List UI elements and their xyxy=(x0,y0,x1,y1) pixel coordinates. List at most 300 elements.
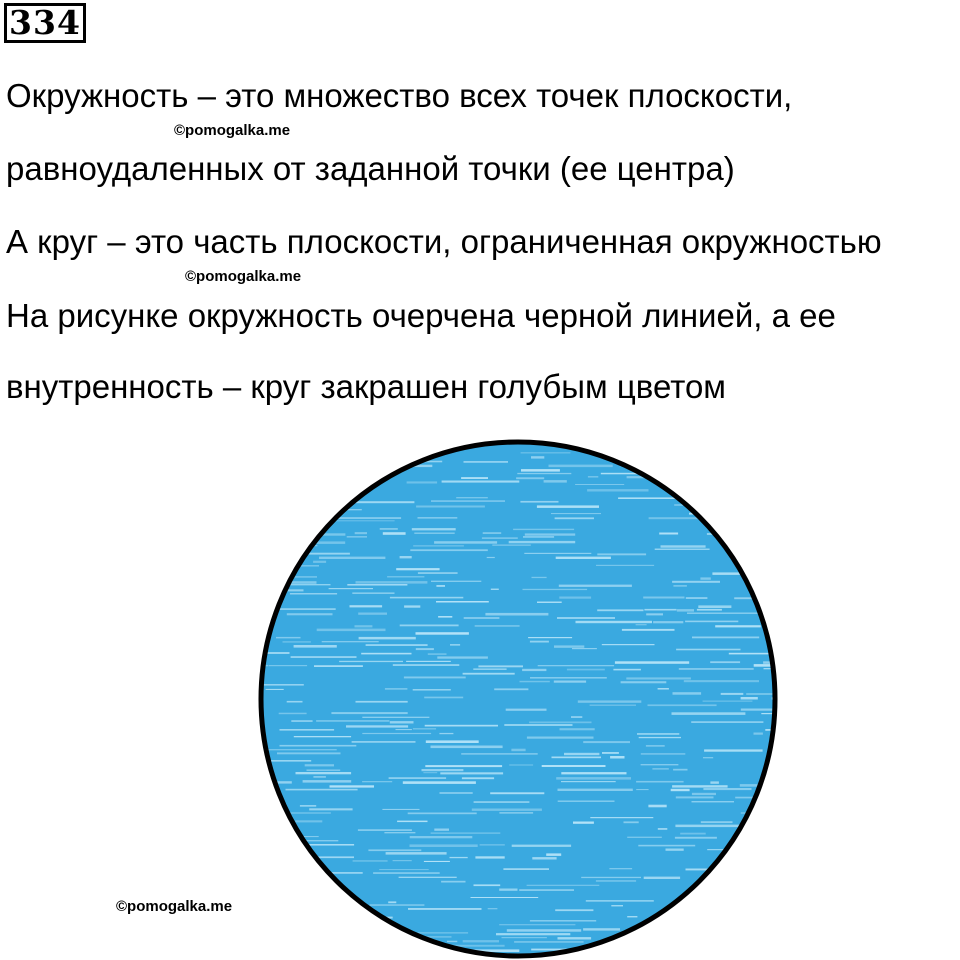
texture-streak xyxy=(556,557,611,559)
texture-streak xyxy=(368,849,421,851)
texture-streak xyxy=(416,506,485,508)
texture-streak xyxy=(555,909,593,911)
texture-streak xyxy=(636,781,684,783)
texture-streak xyxy=(680,833,706,835)
texture-streak xyxy=(551,513,601,514)
texture-streak xyxy=(413,689,451,690)
texture-streak xyxy=(730,945,752,946)
texture-streak xyxy=(287,448,325,450)
texture-streak xyxy=(286,872,363,874)
texture-streak xyxy=(423,772,437,773)
texture-streak xyxy=(475,625,520,626)
texture-streak xyxy=(657,445,707,446)
texture-streak xyxy=(294,736,351,737)
texture-streak xyxy=(499,924,575,925)
texture-streak xyxy=(385,688,408,689)
texture-streak xyxy=(388,901,396,903)
texture-streak xyxy=(418,517,458,519)
texture-streak xyxy=(356,701,408,703)
texture-streak xyxy=(516,477,544,479)
texture-streak xyxy=(352,741,416,743)
texture-streak xyxy=(506,709,547,711)
texture-streak xyxy=(424,697,463,699)
texture-streak xyxy=(362,781,392,782)
texture-streak xyxy=(596,880,636,882)
texture-streak xyxy=(353,860,388,861)
texture-streak xyxy=(596,449,662,451)
texture-streak xyxy=(499,889,517,891)
texture-streak xyxy=(274,836,319,837)
texture-streak xyxy=(602,644,655,645)
texture-streak xyxy=(329,588,373,589)
texture-streak xyxy=(779,781,780,783)
texture-streak xyxy=(609,868,632,869)
texture-streak xyxy=(746,557,780,558)
watermark-1: ©pomogalka.me xyxy=(174,122,291,139)
texture-streak xyxy=(390,721,414,723)
texture-streak xyxy=(288,513,316,516)
texture-streak xyxy=(431,746,503,749)
texture-streak xyxy=(558,801,615,802)
texture-streak xyxy=(712,572,779,575)
texture-streak xyxy=(390,597,463,599)
texture-streak xyxy=(764,596,780,598)
texture-streak xyxy=(361,653,411,655)
texture-streak xyxy=(639,737,681,738)
texture-streak xyxy=(309,808,352,810)
texture-streak xyxy=(383,532,406,535)
texture-streak xyxy=(494,688,528,690)
texture-streak xyxy=(512,845,571,847)
texture-streak xyxy=(738,841,766,843)
texture-streak xyxy=(718,485,773,487)
texture-streak xyxy=(771,529,781,530)
texture-streak xyxy=(287,613,333,615)
texture-streak xyxy=(655,956,729,958)
texture-streak xyxy=(399,877,457,878)
texture-streak xyxy=(673,769,687,771)
texture-streak xyxy=(758,517,780,520)
texture-streak xyxy=(514,941,584,942)
texture-streak xyxy=(671,789,690,791)
texture-streak xyxy=(637,733,679,735)
texture-streak xyxy=(559,585,632,587)
texture-streak xyxy=(703,757,713,758)
texture-streak xyxy=(463,673,515,675)
texture-streak xyxy=(366,644,428,646)
texture-streak xyxy=(619,945,653,948)
texture-streak xyxy=(344,922,354,924)
texture-streak xyxy=(294,645,337,648)
texture-streak xyxy=(556,777,631,780)
texture-streak xyxy=(404,677,466,679)
texture-streak xyxy=(434,541,497,544)
texture-streak xyxy=(532,857,556,859)
texture-streak xyxy=(686,869,754,871)
texture-streak xyxy=(649,517,704,519)
texture-streak xyxy=(424,861,450,862)
texture-streak xyxy=(386,852,447,855)
texture-streak xyxy=(671,473,730,474)
texture-streak xyxy=(268,749,336,750)
texture-streak xyxy=(622,629,675,631)
texture-streak xyxy=(359,637,416,640)
texture-streak xyxy=(331,712,407,714)
texture-streak xyxy=(638,845,695,847)
texture-streak xyxy=(362,717,429,718)
texture-streak xyxy=(521,452,571,453)
texture-streak xyxy=(362,733,431,734)
texture-streak xyxy=(761,713,780,714)
texture-streak xyxy=(478,665,523,667)
texture-streak xyxy=(527,737,594,739)
texture-streak xyxy=(673,585,687,586)
texture-streak xyxy=(779,817,780,820)
texture-streak xyxy=(659,533,678,535)
texture-streak xyxy=(290,593,337,594)
texture-streak xyxy=(418,572,458,574)
texture-streak xyxy=(750,828,780,829)
texture-streak xyxy=(473,669,506,670)
texture-streak xyxy=(646,613,663,615)
texture-streak xyxy=(520,501,558,503)
texture-streak xyxy=(488,908,498,909)
texture-streak xyxy=(657,937,706,939)
texture-streak xyxy=(413,545,464,546)
texture-streak xyxy=(373,872,440,874)
texture-streak xyxy=(542,765,606,767)
texture-streak xyxy=(295,820,322,822)
texture-streak xyxy=(701,821,733,823)
texture-streak xyxy=(737,957,780,959)
texture-streak xyxy=(523,589,588,590)
texture-streak xyxy=(671,941,712,942)
texture-streak xyxy=(346,725,408,727)
texture-streak xyxy=(291,720,312,722)
texture-streak xyxy=(303,780,352,783)
texture-streak xyxy=(289,453,362,455)
texture-streak xyxy=(751,477,780,479)
texture-streak xyxy=(431,832,501,833)
texture-streak xyxy=(496,933,570,935)
texture-streak xyxy=(274,608,336,610)
texture-streak xyxy=(439,733,453,734)
texture-streak xyxy=(509,541,576,543)
texture-streak xyxy=(581,877,641,878)
texture-streak xyxy=(355,532,367,534)
texture-streak xyxy=(674,505,728,506)
texture-streak xyxy=(661,545,706,547)
texture-streak xyxy=(710,781,719,783)
texture-streak xyxy=(269,461,280,464)
texture-streak xyxy=(692,793,716,795)
texture-streak xyxy=(406,661,451,662)
texture-streak xyxy=(652,768,668,770)
texture-streak xyxy=(646,745,665,746)
texture-streak xyxy=(675,837,717,839)
texture-streak xyxy=(355,625,373,627)
texture-streak xyxy=(555,517,594,519)
texture-streak xyxy=(552,757,602,759)
texture-streak xyxy=(281,844,354,845)
texture-streak xyxy=(280,729,335,731)
texture-streak xyxy=(653,621,683,623)
texture-streak xyxy=(564,753,599,755)
texture-streak xyxy=(491,589,499,590)
texture-streak xyxy=(288,953,319,955)
text-line-2: равноудаленных от заданной точки (ее центра) xyxy=(6,150,735,187)
text-line-5: внутренность – круг закрашен голубым цветом xyxy=(6,368,726,405)
texture-streak xyxy=(530,920,596,921)
texture-streak xyxy=(319,557,385,559)
texture-streak xyxy=(437,656,488,658)
texture-streak xyxy=(314,665,363,667)
texture-streak xyxy=(379,869,429,870)
texture-streak xyxy=(442,481,520,483)
texture-streak xyxy=(441,881,465,883)
texture-streak xyxy=(697,609,722,611)
texture-streak xyxy=(482,537,518,538)
texture-streak xyxy=(707,849,738,850)
texture-streak xyxy=(685,621,738,623)
texture-streak xyxy=(417,932,468,933)
texture-streak xyxy=(408,813,477,815)
texture-streak xyxy=(624,821,639,823)
texture-streak xyxy=(648,704,717,706)
texture-streak xyxy=(546,853,561,856)
watermark-2: ©pomogalka.me xyxy=(185,268,302,285)
texture-streak xyxy=(425,725,498,727)
texture-streak xyxy=(502,937,547,938)
texture-streak xyxy=(266,689,284,690)
texture-streak xyxy=(487,557,495,558)
texture-streak xyxy=(696,452,743,454)
texture-streak xyxy=(509,764,533,765)
texture-streak xyxy=(721,693,744,695)
texture-streak xyxy=(532,577,547,578)
texture-streak xyxy=(416,648,434,650)
texture-streak xyxy=(296,772,352,774)
texture-streak xyxy=(450,644,460,646)
texture-streak xyxy=(672,712,746,715)
texture-streak xyxy=(330,785,375,787)
texture-streak xyxy=(587,489,648,491)
texture-streak xyxy=(300,805,316,807)
texture-streak xyxy=(483,532,502,533)
texture-streak xyxy=(266,584,330,585)
texture-streak xyxy=(436,601,489,603)
texture-streak xyxy=(410,549,488,551)
texture-streak xyxy=(679,668,754,670)
texture-streak xyxy=(475,856,504,858)
texture-streak xyxy=(605,940,668,942)
texture-streak xyxy=(684,680,759,682)
texture-streak xyxy=(636,789,648,790)
texture-streak xyxy=(686,597,708,599)
texture-streak xyxy=(672,581,720,583)
texture-streak xyxy=(293,504,350,506)
texture-streak xyxy=(504,724,572,726)
texture-streak xyxy=(339,661,403,662)
texture-streak xyxy=(513,529,574,530)
texture-streak xyxy=(597,553,646,555)
texture-streak xyxy=(530,641,549,643)
texture-streak xyxy=(388,957,456,958)
texture-streak xyxy=(644,877,680,879)
texture-streak xyxy=(754,664,780,667)
circle-figure xyxy=(256,438,780,960)
texture-streak xyxy=(389,777,447,779)
texture-streak xyxy=(714,940,739,942)
texture-streak xyxy=(499,812,533,813)
texture-streak xyxy=(571,716,582,718)
texture-streak xyxy=(558,937,592,939)
texture-streak xyxy=(462,777,494,779)
texture-streak xyxy=(305,764,334,766)
texture-streak xyxy=(621,681,667,683)
texture-streak xyxy=(380,528,398,529)
texture-streak xyxy=(425,765,502,767)
texture-streak xyxy=(283,521,307,524)
texture-streak xyxy=(438,616,452,618)
texture-streak xyxy=(753,824,780,826)
texture-streak xyxy=(549,465,613,468)
texture-streak xyxy=(474,801,530,803)
texture-streak xyxy=(528,637,572,638)
texture-streak xyxy=(652,933,719,936)
texture-streak xyxy=(358,613,387,615)
texture-streak xyxy=(676,796,714,798)
texture-streak xyxy=(631,928,684,929)
texture-streak xyxy=(424,445,449,447)
texture-streak xyxy=(431,581,481,582)
texture-streak xyxy=(352,501,415,503)
texture-streak xyxy=(625,937,654,938)
texture-streak xyxy=(340,449,378,451)
texture-streak xyxy=(413,728,436,729)
texture-streak xyxy=(687,613,761,614)
texture-streak xyxy=(426,740,479,743)
texture-streak xyxy=(627,837,662,838)
texture-streak xyxy=(280,745,357,747)
texture-streak xyxy=(677,609,694,612)
texture-streak xyxy=(699,449,765,451)
texture-streak xyxy=(351,445,415,446)
texture-streak xyxy=(414,533,454,534)
texture-streak xyxy=(602,752,619,754)
texture-streak xyxy=(422,769,464,771)
texture-streak xyxy=(408,908,482,910)
texture-streak xyxy=(463,940,499,942)
texture-streak xyxy=(765,473,780,475)
texture-streak xyxy=(674,944,714,946)
texture-streak xyxy=(280,501,331,503)
texture-streak xyxy=(313,776,326,778)
texture-streak xyxy=(277,752,341,754)
texture-streak xyxy=(523,536,554,537)
texture-streak xyxy=(464,617,500,619)
texture-streak xyxy=(256,853,295,855)
texture-streak xyxy=(557,617,615,619)
texture-streak xyxy=(524,553,591,554)
texture-streak xyxy=(517,473,571,474)
texture-streak xyxy=(490,792,544,794)
texture-streak xyxy=(692,637,759,639)
texture-streak xyxy=(277,445,348,447)
texture-streak xyxy=(358,829,412,831)
texture-streak xyxy=(754,889,780,891)
texture-streak xyxy=(676,649,740,651)
texture-streak xyxy=(765,501,780,502)
texture-streak xyxy=(387,576,424,577)
texture-streak xyxy=(724,521,780,523)
texture-streak xyxy=(393,664,460,666)
texture-streak xyxy=(404,605,420,607)
texture-streak xyxy=(560,728,595,730)
texture-streak xyxy=(410,844,478,847)
texture-streak xyxy=(567,669,605,671)
texture-streak xyxy=(588,476,598,477)
texture-streak xyxy=(329,517,401,519)
texture-streak xyxy=(627,916,637,917)
texture-streak xyxy=(356,581,428,584)
texture-streak xyxy=(396,568,439,570)
texture-streak xyxy=(586,900,654,901)
texture-streak xyxy=(602,949,662,951)
texture-streak xyxy=(613,669,641,671)
texture-streak xyxy=(287,701,303,703)
texture-streak xyxy=(658,688,669,689)
texture-streak xyxy=(643,597,684,599)
texture-streak xyxy=(715,625,761,627)
texture-streak xyxy=(575,484,624,485)
text-line-4: На рисунке окружность очерчена черной линией, а ее xyxy=(6,297,836,334)
texture-streak xyxy=(658,828,668,830)
texture-streak xyxy=(393,860,412,861)
texture-streak xyxy=(289,472,307,474)
texture-streak xyxy=(352,593,394,594)
texture-streak xyxy=(511,749,525,752)
texture-streak xyxy=(626,677,691,679)
texture-streak xyxy=(403,781,476,784)
texture-streak xyxy=(531,456,544,458)
texture-streak xyxy=(428,653,447,655)
texture-streak xyxy=(703,701,753,702)
texture-streak xyxy=(407,481,438,483)
texture-streak xyxy=(485,613,548,616)
texture-streak xyxy=(382,809,419,810)
texture-streak xyxy=(733,445,758,447)
texture-streak xyxy=(276,576,317,578)
texture-streak xyxy=(641,753,686,755)
texture-streak xyxy=(554,645,584,647)
texture-streak xyxy=(590,817,653,818)
texture-streak xyxy=(753,849,780,850)
texture-streak xyxy=(615,661,689,664)
texture-streak xyxy=(291,656,357,658)
texture-streak xyxy=(537,505,599,508)
texture-streak xyxy=(672,785,728,787)
texture-streak xyxy=(260,684,304,686)
texture-streak xyxy=(757,821,780,823)
texture-streak xyxy=(269,665,307,666)
task-number: 334 xyxy=(4,3,86,43)
texture-streak xyxy=(293,840,339,841)
texture-streak xyxy=(434,829,449,831)
texture-streak xyxy=(666,849,684,851)
texture-streak xyxy=(474,884,501,886)
texture-streak xyxy=(307,770,341,771)
